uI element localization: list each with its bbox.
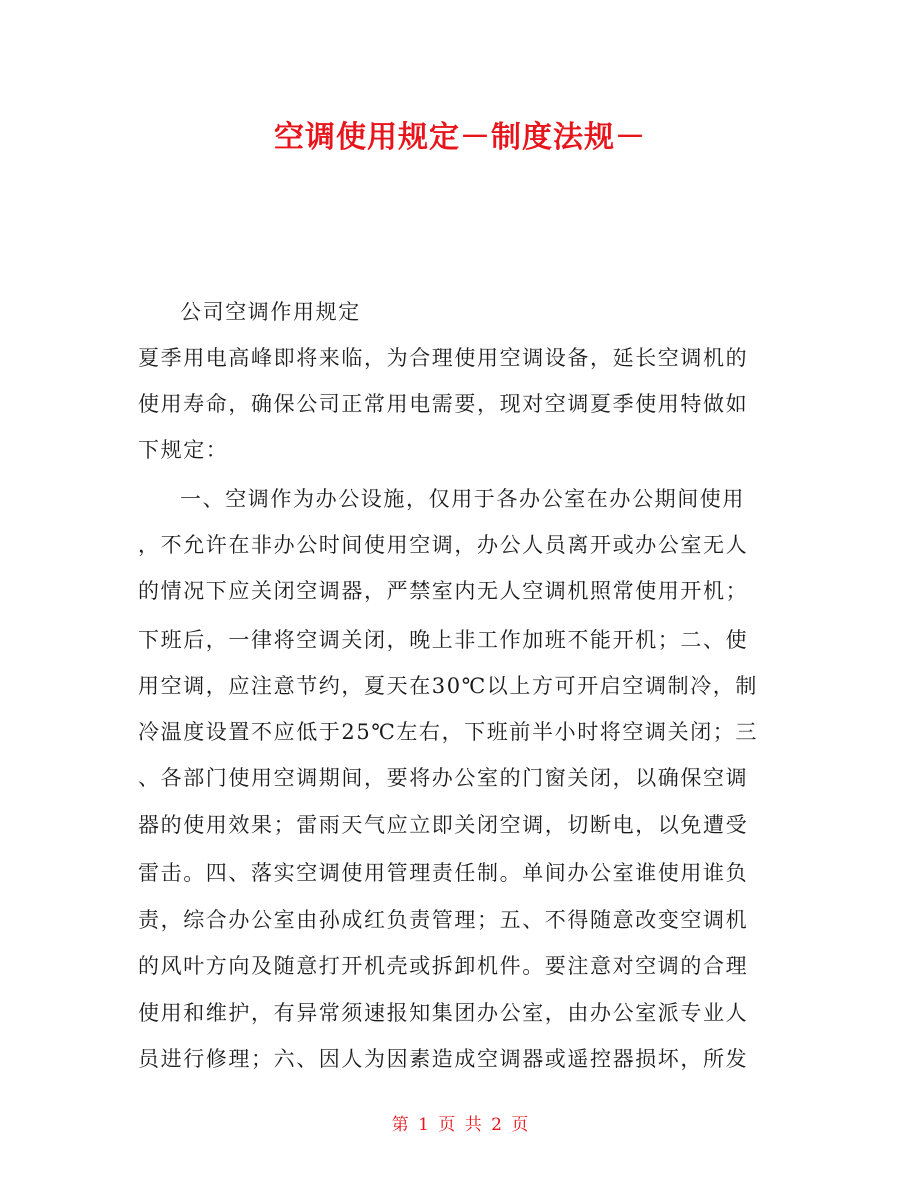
- body-line: 冷温度设置不应低于25℃左右，下班前半小时将空调关闭；三: [138, 720, 759, 744]
- body-line: 的风叶方向及随意打开机壳或拆卸机件。要注意对空调的合理: [138, 954, 749, 978]
- body-line: 下规定：: [138, 438, 229, 462]
- body-line: 器的使用效果；雷雨天气应立即关闭空调，切断电，以免遭受: [138, 813, 749, 837]
- page-number-footer: 第 1 页 共 2 页: [391, 1115, 529, 1135]
- document-title: 空调使用规定－制度法规－: [274, 120, 646, 155]
- body-line: 、各部门使用空调期间，要将办公室的门窗关闭，以确保空调: [138, 766, 749, 790]
- body-line: 员进行修理；六、因人为因素造成空调器或遥控器损坏，所发: [138, 1047, 749, 1071]
- body-line: 责，综合办公室由孙成红负责管理；五、不得随意改变空调机: [138, 908, 749, 932]
- body-line: 夏季用电高峰即将来临，为合理使用空调设备，延长空调机的: [138, 346, 749, 370]
- body-line-subheading: 公司空调作用规定: [180, 300, 361, 324]
- body-line: 使用和维护，有异常须速报知集团办公室，由办公室派专业人: [138, 1001, 749, 1025]
- body-line: 下班后，一律将空调关闭，晚上非工作加班不能开机；二、使: [138, 628, 749, 652]
- body-line: 一、空调作为办公设施，仅用于各办公室在办公期间使用: [180, 487, 745, 511]
- body-line: 雷击。四、落实空调使用管理责任制。单间办公室谁使用谁负: [138, 861, 749, 885]
- body-line: 用空调，应注意节约，夏天在30℃以上方可开启空调制冷，制: [138, 674, 759, 698]
- body-line: ，不允许在非办公时间使用空调，办公人员离开或办公室无人: [138, 533, 749, 557]
- body-line: 使用寿命，确保公司正常用电需要，现对空调夏季使用特做如: [138, 392, 749, 416]
- body-line: 的情况下应关闭空调器，严禁室内无人空调机照常使用开机；: [138, 579, 749, 603]
